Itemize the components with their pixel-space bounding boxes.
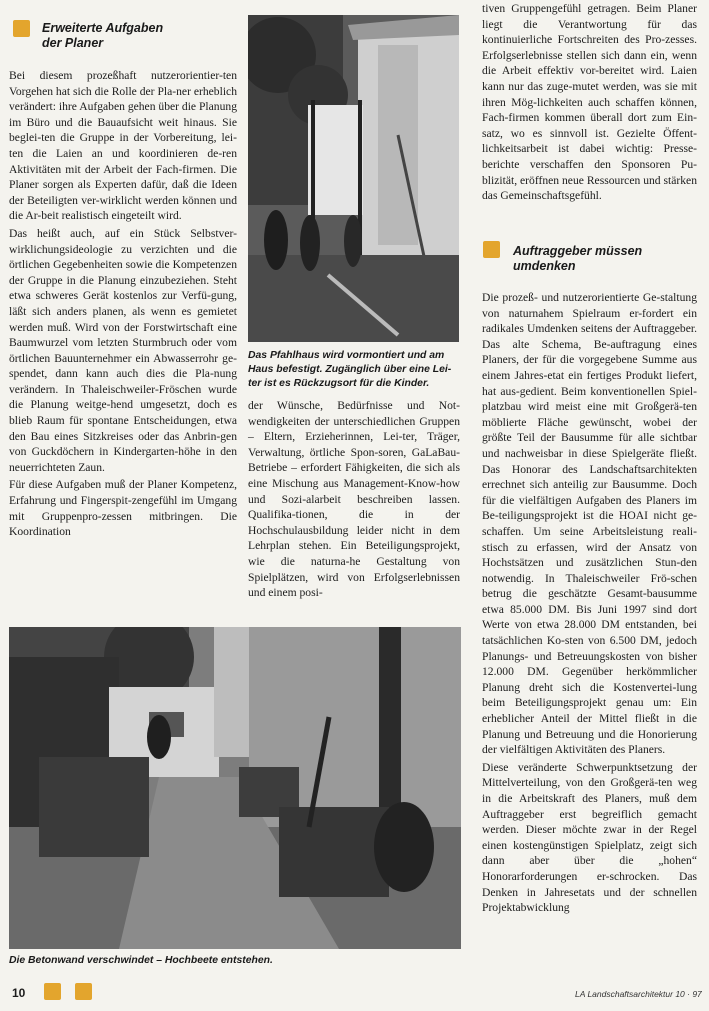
journal-footer: LA Landschaftsarchitektur 10 · 97: [575, 989, 702, 999]
photo-pfahlhaus: [248, 15, 459, 342]
footer-marker-square: [75, 983, 92, 1000]
photo-betonwand-image: [9, 627, 461, 949]
photo-pfahlhaus-image: [248, 15, 459, 342]
heading-marker-square: [483, 241, 500, 258]
caption-pfahlhaus: Das Pfahlhaus wird vormontiert und am Haus befestigt. Zugänglich über eine Lei-ter ist es Rückzugsort für die Kinder.: [248, 350, 452, 389]
footer-marker-square: [44, 983, 61, 1000]
column-1: [9, 68, 237, 542]
heading-line: Erweiterte Aufgaben: [42, 21, 164, 35]
heading-line: der Planer: [42, 36, 104, 50]
paragraph: Diese veränderte Schwerpunktsetzung der Mittelverteilung, von den Großgerä-ten weg in die Arbeitskraft des Planers, muß dem Auftraggeber erst begreiflich gemacht werden. Dieser möchte zwar in der Regel einen kostengünstigen Spielplatz, zeigt sich dann aber über die „hohen“ Honorarforderungen er-schrocken. Das Denken in Jahresetats und der schnellen Projektabwicklung: [482, 760, 697, 915]
paragraph: der Wünsche, Bedürfnisse und Not-wendigkeiten der unterschiedlichen Gruppen – Eltern, Erzieherinnen, Lei-ter, Träger, Verwaltung, örtliche Spon-soren, GaLaBau-Betriebe – erfordert Fähigkeiten, die sich als eine Mischung aus Management-Know-how und Sozi-alarbeit beschreiben lassen. Qualifika-tionen, die in der Hochschulausbildung leider nicht in dem Lehrplan stehen. Ein Beteiligungsprojekt, wie die naturna-he Gestaltung von Spielplätzen, wird von Erfolgserlebnissen und einem posi-: [248, 399, 460, 600]
photo-betonwand: [9, 627, 461, 949]
paragraph: Das heißt auch, auf ein Stück Selbstver-wirklichungsideologie zu verzichten und die örtlichen Gegebenheiten sowie die Kompetenzen der Gruppe in die Planung einzubeziehen. Steht etwa schweres Gerät kostenlos zur Verfü-gung, läßt sich anders planen, als wenn es gemietet werden muß. Wird von der Forstwirtschaft eine Baumwurzel vom letzten Sturmbruch oder vom örtlichen Bauunternehmer ein Abwasserrohr ge-spendet, dann kann auch dies die Pla-nung verändern. In Thaleischweiler-Fröschen wurde die Planung weitge-hend umgesetzt, doch es blieb Raum für spontane Entscheidungen, etwa den Bau eines Sitzkreises oder das Anbrin-gen von Guckdöchern in Kindergarten-höhe in den neuerrichteten Zaun.: [9, 226, 237, 474]
caption-betonwand: Die Betonwand verschwindet – Hochbeete entstehen.: [9, 955, 273, 966]
column-3-intro: [482, 1, 697, 206]
section-heading-planer: [42, 21, 163, 51]
heading-line: umdenken: [513, 259, 576, 273]
section-heading-auftraggeber: [513, 244, 642, 274]
paragraph: tiven Gruppengefühl getragen. Beim Planer liegt die Verantwortung für das kontinuierliche Fortschreiten des Pro-zesses. Erfolgserlebnisse stellen sich dann ein, wenn die Arbeit effektiv vor-bereitet wird. Laien kann nur das zuge-mutet werden, was sie mit ihren Mög-lichkeiten auch schaffen können, Fach-firmen kommen überall dort zum Ein-satz, wo es sinnvoll ist. Gezielte Öffent-lichkeitsarbeit ist dabei wichtig: Presse-berichte verschaffen den Sponsoren Pu-blizität, eröffnen neue Ressourcen und stärken das Gemeinschaftsgefühl.: [482, 2, 697, 203]
paragraph: Für diese Aufgaben muß der Planer Kompetenz, Erfahrung und Fingerspit-zengefühl im Umgang mit Gruppenpro-zessen mitbringen. Die Koordination: [9, 478, 237, 539]
heading-marker-square: [13, 20, 30, 37]
page-number: 10: [12, 986, 26, 1000]
column-2: [248, 398, 460, 603]
paragraph: Die prozeß- und nutzerorientierte Ge-staltung von naturnahem Spielraum er-fordert ein radikales Umdenken seitens der Auftraggeber. Das alte Schema, Be-auftragung eines Planers, der für die vorgegebene Summe aus einem Jahres-etat ein fertiges Produkt liefert, hat aus-gedient. Beim konventionellen Spiel-platzbau wird meist eine mit Großgerä-ten möblierte Fläche gewünscht, wobei der größte Teil der Bausumme für alle sichtbar und nachweisbar in diese Spielgeräte fließt. Das Honorar des Landschaftsarchitekten errechnet sich anteilig zur Bausumme. Doch für die vielfältigen Aufgaben des Planers im Be-teiligungsprojekt ist die HOAI nicht ge-schaffen. Um seine Arbeitsleistung reali-stisch zu erfassen, wird der Ansatz von Hochstsätzen und zusätzlichen Stun-den notwendig. In Thaleischweiler Frö-schen betrug die geschätzte Gesamt-bausumme etwa 85.000 DM. Bis Juni 1997 sind dort Werte von etwa 28.000 DM entstanden, bei tatsächlichen Ko-sten von 6.500 DM, jedoch Planungs- und Betreuungskosten von bisher 12.000 DM. Gegenüber herkömmlicher Planung dreht sich die Kostenvertei-lung beim Beteiligungsprojekt genau um: Ein erheblicher Anteil der Mittel fließt in die Planung und Betreuung und die Honorierung der vielfältigen Aktivitäten des Planers.: [482, 291, 697, 757]
heading-line: Auftraggeber müssen: [513, 244, 643, 258]
paragraph: Bei diesem prozeßhaft nutzerorientier-ten Vorgehen hat sich die Rolle der Pla-ner erheblich verändert: ihre Aufgaben gehen über die Planung im Büro und die Bauaufsicht weit hinaus. Sie beglei-ten die Gruppe in der Vorbereitung, lei-ten die Laien an und koordinieren de-ren Aktivitäten mit der Arbeit der Fach-firmen. Die Planer sorgen als Experten dafür, daß die Ideen der Beteiligten ver-wirklicht werden können und die Ar-beit realistisch eingeteilt wird.: [9, 69, 237, 223]
column-3: [482, 290, 697, 918]
